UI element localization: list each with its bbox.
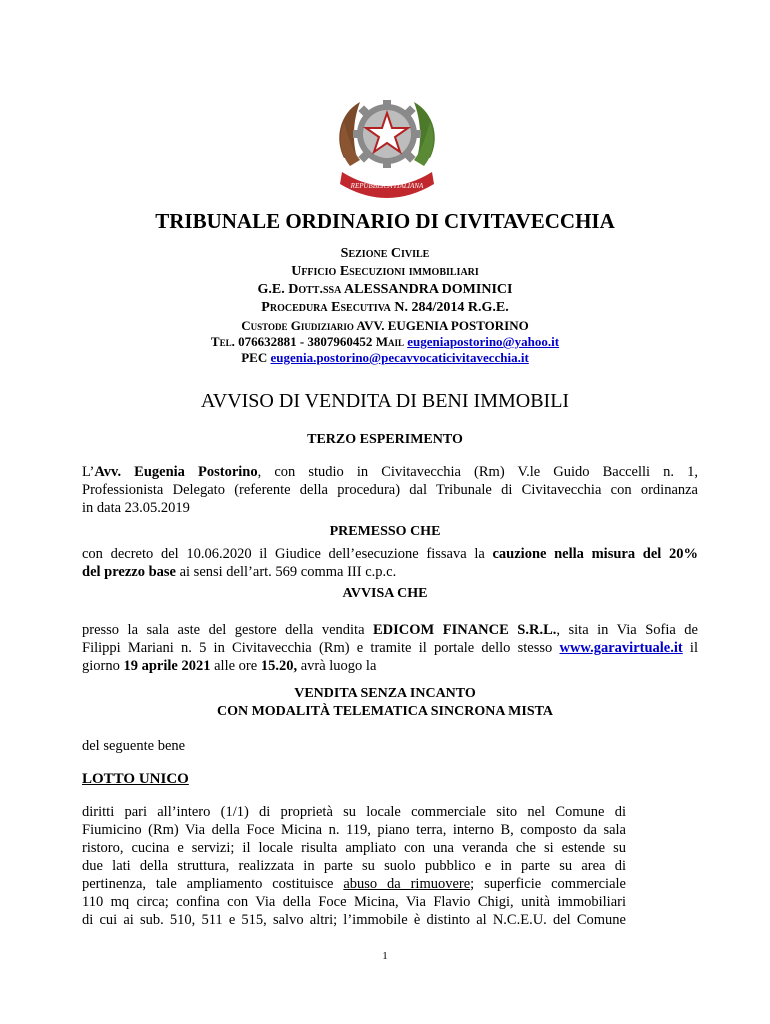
- section-line: Sezione Civile: [340, 246, 430, 261]
- repubblica-italiana-emblem-icon: [326, 88, 448, 200]
- garavirtuale-link[interactable]: www.garavirtuale.it: [559, 640, 683, 656]
- court-title: TRIBUNALE ORDINARIO DI CIVITAVECCHIA: [155, 209, 615, 233]
- lot-line: 110 mq circa; confina con Via della Foce Micina, Via Flavio Chigi, unità immobiliari: [82, 894, 626, 910]
- premesso-line: del prezzo base ai sensi dell’art. 569 comma III c.p.c.: [82, 564, 397, 580]
- tel-label: Tel.: [210, 334, 235, 349]
- procedure-line: Procedura Esecutiva N. 284/2014 R.G.E.: [261, 300, 509, 315]
- lot-line: diritti pari all’intero (1/1) di proprietà su locale commerciale sito nel Comune di: [82, 804, 626, 820]
- experiment-heading: TERZO ESPERIMENTO: [307, 432, 463, 447]
- lot-line: pertinenza, tale ampliamento costituisce abuso da rimuovere; superficie commerciale: [82, 876, 626, 892]
- contacts-line: [0, 333, 770, 350]
- email-link[interactable]: eugeniapostorino@yahoo.it: [407, 334, 560, 349]
- lot-line: di cui ai sub. 510, 511 e 515, salvo altri; l’immobile è distinto al N.C.E.U. del Comune: [82, 912, 626, 928]
- sale-type-line2: CON MODALITÀ TELEMATICA SINCRONA MISTA: [216, 704, 554, 719]
- lot-line: ristoro, cucina e servizi; il locale risulta ampliato con una veranda che si estende su: [82, 840, 626, 856]
- avvisa-heading: AVVISA CHE: [342, 586, 428, 601]
- custodian-line: Custode Giudiziario AVV. EUGENIA POSTORINO: [241, 318, 529, 333]
- avvisa-line: presso la sala aste del gestore della vendita EDICOM FINANCE S.R.L., sita in Via Sofia de: [82, 622, 698, 638]
- premesso-heading: PREMESSO CHE: [329, 524, 441, 539]
- lot-paragraph: [82, 803, 626, 929]
- pec-label: PEC: [241, 350, 268, 365]
- intro-line: L’Avv. Eugenia Postorino, con studio in Civitavecchia (Rm) V.le Guido Baccelli n. 1,: [82, 464, 698, 480]
- intro-line: in data 23.05.2019: [82, 500, 190, 516]
- intro-line: Professionista Delegato (referente della procedura) dal Tribunale di Civitavecchia con ordinanza: [82, 482, 698, 498]
- avvisa-paragraph: [82, 621, 698, 675]
- avvisa-line: Filippi Mariani n. 5 in Civitavecchia (Rm) e tramite il portale dello stesso www.garavirtuale.it il: [82, 640, 698, 656]
- page-number: 1: [382, 950, 388, 962]
- mail-label: Mail: [375, 334, 404, 349]
- avvisa-line: giorno 19 aprile 2021 alle ore 15.20, avrà luogo la: [82, 658, 377, 674]
- following-asset-text: del seguente bene: [82, 738, 186, 754]
- sale-type-line1: VENDITA SENZA INCANTO: [294, 686, 476, 701]
- office-line: Ufficio Esecuzioni immobiliari: [291, 264, 479, 279]
- pec-line: [0, 349, 770, 366]
- lot-line: Fiumicino (Rm) Via della Foce Micina n. 119, piano terra, interno B, composto da sala: [82, 822, 626, 838]
- notice-title: AVVISO DI VENDITA DI BENI IMMOBILI: [200, 390, 570, 412]
- lot-heading: LOTTO UNICO: [82, 771, 189, 787]
- emblem-ribbon-text: REPUBBLICA ITALIANA: [350, 182, 424, 190]
- judge-line: G.E. Dott.ssa ALESSANDRA DOMINICI: [257, 282, 513, 297]
- intro-paragraph: [82, 463, 698, 517]
- lot-line: due lati della struttura, realizzata in parte su suolo pubblico e in parte su area di: [82, 858, 626, 874]
- pec-link[interactable]: eugenia.postorino@pecavvocaticivitavecchia.it: [270, 350, 529, 365]
- premesso-paragraph: [82, 545, 698, 581]
- premesso-line: con decreto del 10.06.2020 il Giudice dell’esecuzione fissava la cauzione nella misura del 20%: [82, 546, 698, 562]
- tel-numbers: 076632881 - 3807960452: [238, 334, 373, 349]
